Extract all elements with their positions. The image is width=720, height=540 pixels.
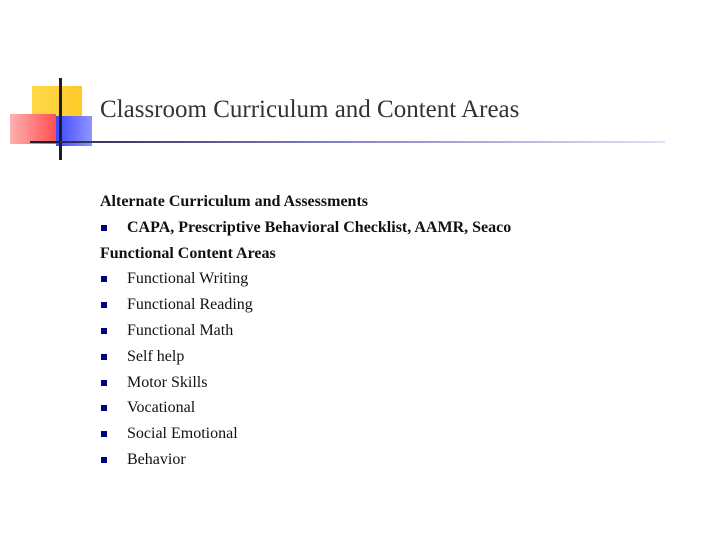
list-item <box>100 447 700 473</box>
square-bullet-icon <box>101 225 107 231</box>
slide-content <box>100 189 700 473</box>
list-item <box>100 266 700 292</box>
section-heading-functional-content-areas: Functional Content Areas <box>100 244 276 262</box>
list-item <box>100 292 700 318</box>
square-bullet-icon <box>101 276 107 282</box>
slide-logo-decoration <box>0 0 100 170</box>
list-item-label: Self help <box>127 347 185 365</box>
square-bullet-icon <box>101 302 107 308</box>
list-item-label: Functional Reading <box>127 296 253 314</box>
list-item <box>100 215 700 241</box>
square-bullet-icon <box>101 405 107 411</box>
logo-red-square <box>10 114 56 144</box>
title-underline-rule <box>60 141 665 143</box>
list-item-label: Functional Writing <box>127 270 249 288</box>
slide-title: Classroom Curriculum and Content Areas <box>100 96 520 123</box>
list-item-label: Vocational <box>127 399 196 417</box>
list-item <box>100 370 700 396</box>
list-item <box>100 421 700 447</box>
list-item-label: Motor Skills <box>127 373 208 391</box>
list-item-label: CAPA, Prescriptive Behavioral Checklist, AAMR, Seaco <box>127 218 512 236</box>
list-item-label: Behavior <box>127 450 186 468</box>
list-item <box>100 344 700 370</box>
square-bullet-icon <box>101 457 107 463</box>
square-bullet-icon <box>101 431 107 437</box>
logo-vertical-line <box>59 78 62 160</box>
list-item-label: Social Emotional <box>127 425 238 443</box>
list-item <box>100 318 700 344</box>
square-bullet-icon <box>101 380 107 386</box>
section-heading-alternate-curriculum: Alternate Curriculum and Assessments <box>100 193 368 210</box>
square-bullet-icon <box>101 328 107 334</box>
list-item-label: Functional Math <box>127 321 234 339</box>
square-bullet-icon <box>101 354 107 360</box>
list-item <box>100 395 700 421</box>
